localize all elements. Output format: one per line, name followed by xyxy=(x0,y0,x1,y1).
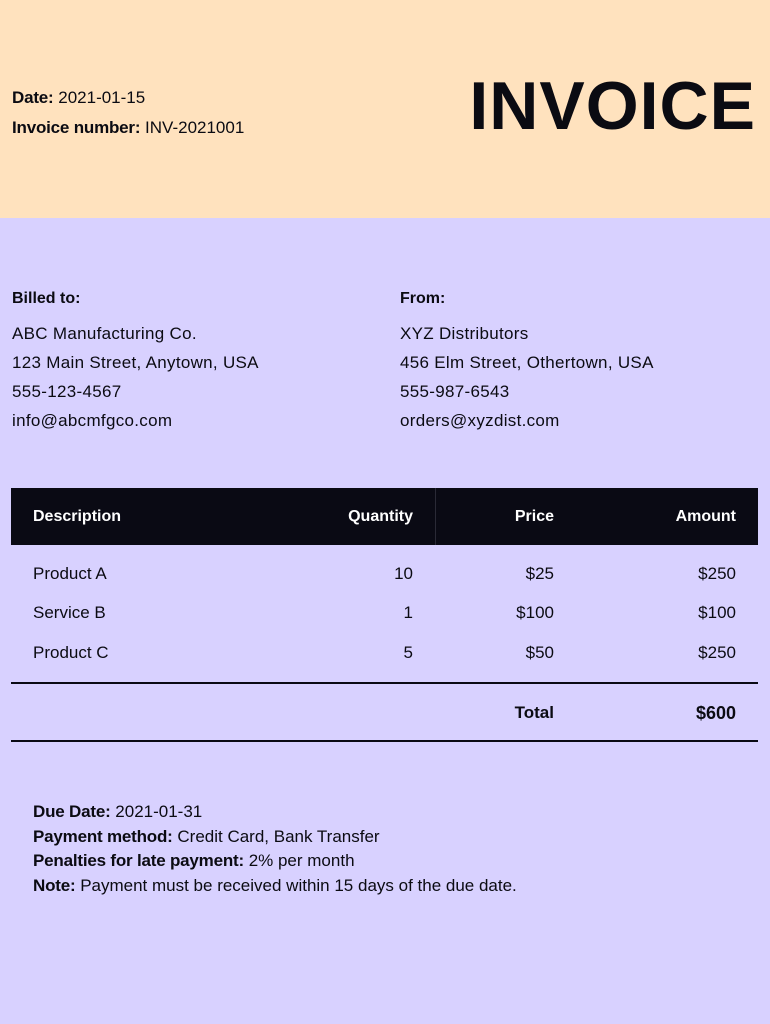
row-quantity: 1 xyxy=(403,603,413,622)
from-address: 456 Elm Street, Othertown, USA xyxy=(400,353,654,372)
from-block xyxy=(400,288,654,435)
row-price: $100 xyxy=(516,603,554,622)
row-quantity: 5 xyxy=(403,643,413,662)
date-line xyxy=(12,83,244,113)
payment-method-line xyxy=(33,825,517,850)
date-label: Date: xyxy=(12,88,54,107)
note-line xyxy=(33,874,517,899)
billed-to-name: ABC Manufacturing Co. xyxy=(12,324,197,343)
from-phone: 555-987-6543 xyxy=(400,382,510,401)
invoice-header xyxy=(0,0,770,218)
billed-to-email: info@abcmfgco.com xyxy=(12,411,173,430)
billed-to-block xyxy=(12,288,259,435)
table-rule-bottom xyxy=(11,740,758,742)
table-rule-top xyxy=(11,682,758,684)
penalties-value: 2% per month xyxy=(248,851,355,870)
row-description: Product C xyxy=(33,643,109,662)
column-header-price: Price xyxy=(514,508,554,525)
due-date-value: 2021-01-31 xyxy=(115,802,203,821)
billed-to-address: 123 Main Street, Anytown, USA xyxy=(12,353,259,372)
note-value: Payment must be received within 15 days of the due date. xyxy=(80,875,517,895)
invoice-meta xyxy=(12,83,244,143)
note-label: Note: xyxy=(33,875,76,895)
column-header-quantity: Quantity xyxy=(348,508,413,525)
due-date-line xyxy=(33,800,517,825)
table-row xyxy=(11,593,758,633)
billed-to-heading: Billed to: xyxy=(12,290,81,307)
payment-notes xyxy=(33,800,517,898)
row-price: $25 xyxy=(525,564,554,583)
table-body xyxy=(11,545,758,683)
from-heading: From: xyxy=(400,290,446,307)
row-amount: $250 xyxy=(698,564,736,583)
table-header xyxy=(11,488,758,545)
row-amount: $100 xyxy=(698,603,736,622)
penalties-label: Penalties for late payment: xyxy=(33,851,244,870)
billed-to-phone: 555-123-4567 xyxy=(12,382,122,401)
invoice-number-label: Invoice number: xyxy=(12,118,141,137)
row-description: Product A xyxy=(33,564,107,583)
column-header-description: Description xyxy=(33,508,122,525)
total-row xyxy=(11,686,758,740)
header-divider xyxy=(435,488,436,545)
row-amount: $250 xyxy=(698,643,736,662)
column-header-amount: Amount xyxy=(675,508,736,525)
date-value: 2021-01-15 xyxy=(58,88,146,107)
penalties-line xyxy=(33,849,517,874)
from-name: XYZ Distributors xyxy=(400,324,529,343)
invoice-number-value: INV-2021001 xyxy=(145,118,245,137)
row-description: Service B xyxy=(33,603,106,622)
payment-method-value: Credit Card, Bank Transfer xyxy=(177,826,380,846)
due-date-label: Due Date: xyxy=(33,802,111,821)
invoice-number-line xyxy=(12,113,244,143)
row-quantity: 10 xyxy=(394,564,413,583)
total-label: Total xyxy=(514,703,554,722)
table-row xyxy=(11,554,758,594)
total-value: $600 xyxy=(695,703,736,723)
payment-method-label: Payment method: xyxy=(33,826,173,846)
from-email: orders@xyzdist.com xyxy=(400,411,560,430)
table-row xyxy=(11,633,758,673)
invoice-table xyxy=(11,488,758,683)
row-price: $50 xyxy=(525,643,554,662)
invoice-title: INVOICE xyxy=(469,68,756,144)
